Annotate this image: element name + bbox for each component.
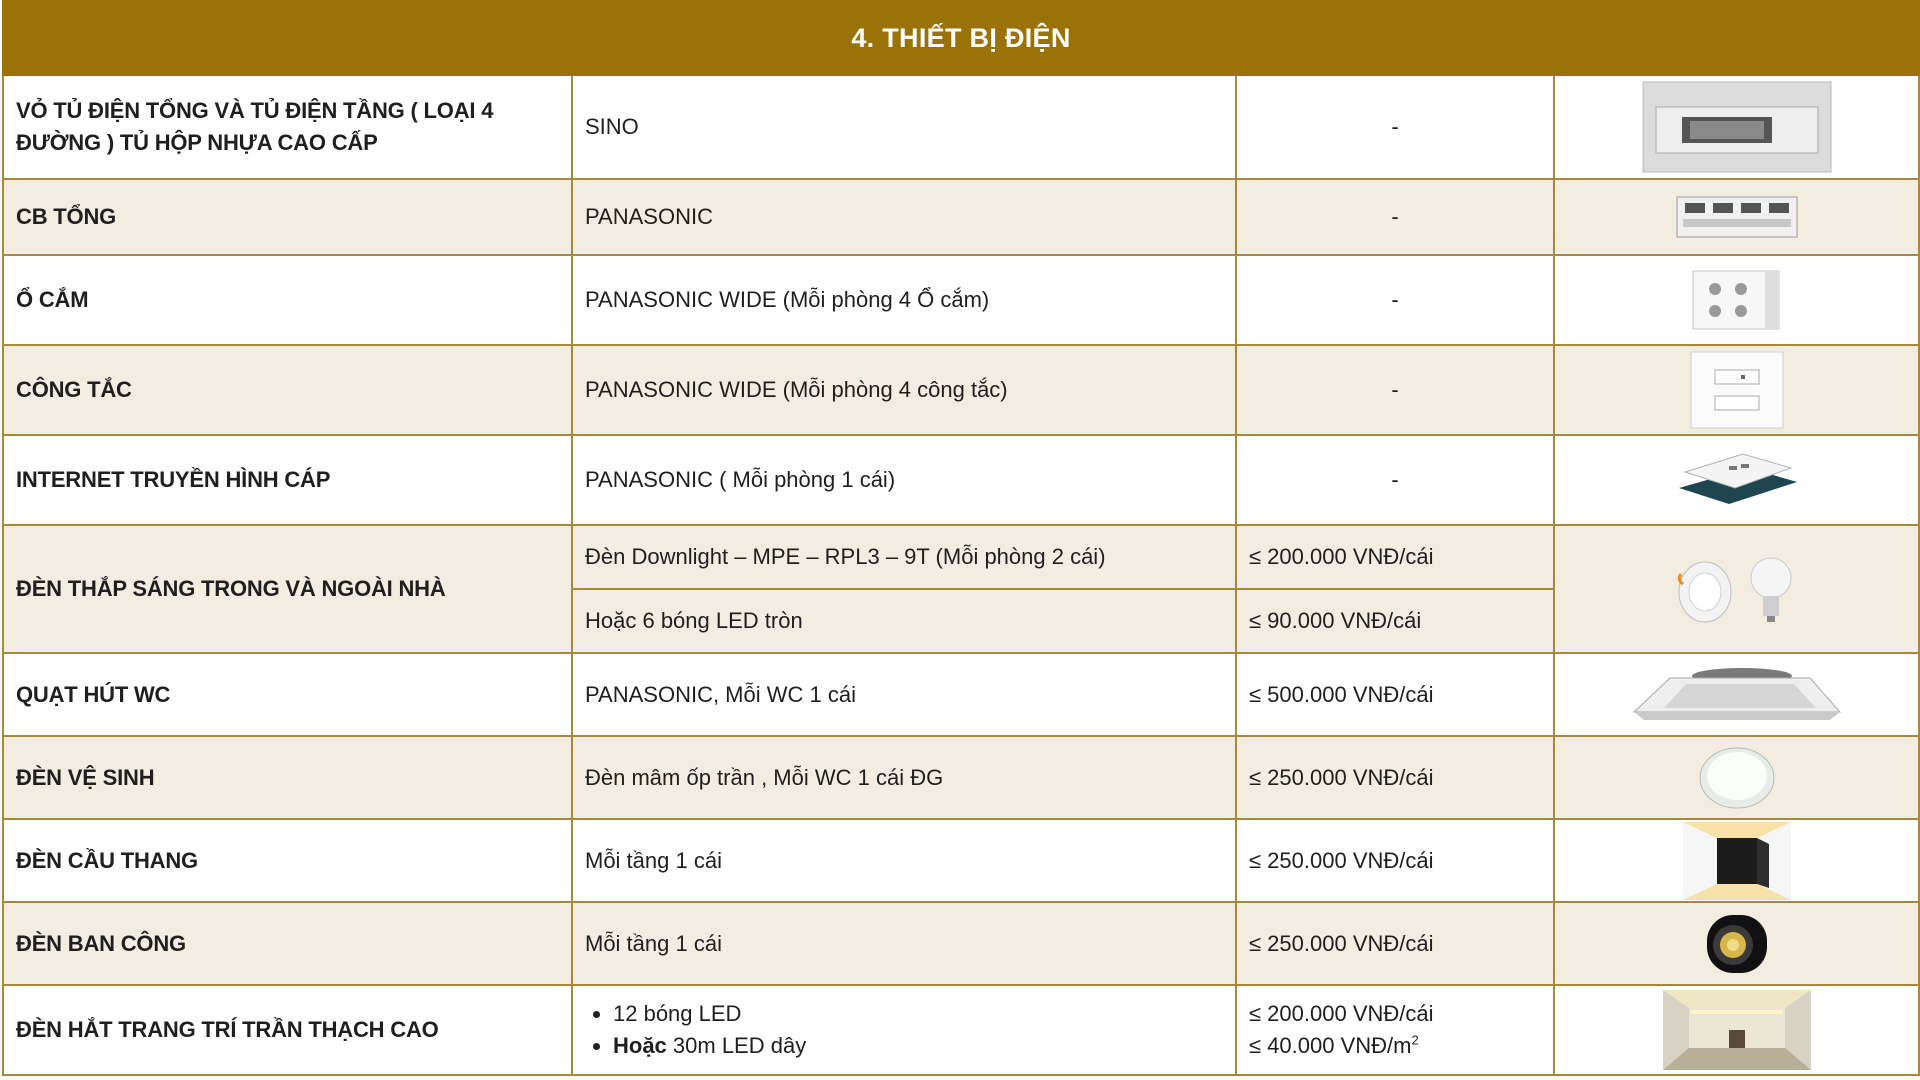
item-brand: Mỗi tầng 1 cái — [572, 902, 1236, 985]
item-price: ≤ 200.000 VNĐ/cái — [1236, 525, 1554, 589]
item-price: ≤ 250.000 VNĐ/cái — [1236, 819, 1554, 902]
table-row — [3, 435, 1919, 525]
item-brand: PANASONIC WIDE (Mỗi phòng 4 công tắc) — [572, 345, 1236, 435]
item-price: - — [1236, 435, 1554, 525]
item-name: ĐÈN THẮP SÁNG TRONG VÀ NGOÀI NHÀ — [3, 525, 572, 653]
item-name: ĐÈN BAN CÔNG — [3, 902, 572, 985]
item-name: CB TỔNG — [3, 179, 572, 255]
table-row — [3, 819, 1919, 902]
table-row — [3, 179, 1919, 255]
ceiling-light-image — [1554, 736, 1919, 819]
switch-image — [1554, 345, 1919, 435]
equipment-table — [2, 0, 1920, 1076]
item-price: ≤ 500.000 VNĐ/cái — [1236, 653, 1554, 736]
item-brand: PANASONIC — [572, 179, 1236, 255]
price-line: ≤ 40.000 VNĐ/$m^2$ — [1249, 1032, 1419, 1058]
table-header-row — [3, 1, 1919, 75]
bullet-item: • 12 bóng LED — [613, 998, 1223, 1030]
item-name: QUẠT HÚT WC — [3, 653, 572, 736]
section-title: 4. THIẾT BỊ ĐIỆN — [3, 1, 1919, 75]
item-price: - — [1236, 255, 1554, 345]
item-price: ≤ 250.000 VNĐ/cái — [1236, 736, 1554, 819]
item-name: ĐÈN VỆ SINH — [3, 736, 572, 819]
network-outlet-image — [1554, 435, 1919, 525]
item-name: VỎ TỦ ĐIỆN TỔNG VÀ TỦ ĐIỆN TẦNG ( LOẠI 4 ĐƯỜNG ) TỦ HỘP NHỰA CAO CẤP — [3, 75, 572, 179]
item-brand: Hoặc 6 bóng LED tròn — [572, 589, 1236, 653]
item-price — [1236, 985, 1554, 1075]
item-price: - — [1236, 179, 1554, 255]
table-row — [3, 653, 1919, 736]
exhaust-fan-image — [1554, 653, 1919, 736]
item-name: ĐÈN CẦU THANG — [3, 819, 572, 902]
price-line: ≤ 200.000 VNĐ/cái — [1249, 1001, 1434, 1026]
item-brand: Đèn Downlight – MPE – RPL3 – 9T (Mỗi phòng 2 cái) — [572, 525, 1236, 589]
item-brand — [572, 985, 1236, 1075]
electrical-panel-image — [1554, 75, 1919, 179]
socket-image — [1554, 255, 1919, 345]
bullet-item: • Hoặc 30m LED dây — [613, 1030, 1223, 1062]
ceiling-led-image — [1554, 985, 1919, 1075]
item-brand: SINO — [572, 75, 1236, 179]
item-name: ĐÈN HẮT TRANG TRÍ TRẦN THẠCH CAO — [3, 985, 572, 1075]
circuit-breaker-image — [1554, 179, 1919, 255]
item-price: - — [1236, 75, 1554, 179]
table-row — [3, 736, 1919, 819]
table-row — [3, 255, 1919, 345]
table-row — [3, 345, 1919, 435]
downlight-and-bulb-image — [1554, 525, 1919, 653]
item-brand: PANASONIC, Mỗi WC 1 cái — [572, 653, 1236, 736]
wall-lamp-image — [1554, 819, 1919, 902]
item-name: CÔNG TẮC — [3, 345, 572, 435]
table-row — [3, 985, 1919, 1075]
table-row — [3, 902, 1919, 985]
table-row — [3, 525, 1919, 589]
item-name: INTERNET TRUYỀN HÌNH CÁP — [3, 435, 572, 525]
item-brand: PANASONIC ( Mỗi phòng 1 cái) — [572, 435, 1236, 525]
item-brand: PANASONIC WIDE (Mỗi phòng 4 Ổ cắm) — [572, 255, 1236, 345]
item-price: - — [1236, 345, 1554, 435]
item-brand: Mỗi tầng 1 cái — [572, 819, 1236, 902]
item-price: ≤ 250.000 VNĐ/cái — [1236, 902, 1554, 985]
item-price: ≤ 90.000 VNĐ/cái — [1236, 589, 1554, 653]
item-brand: Đèn mâm ốp trần , Mỗi WC 1 cái ĐG — [572, 736, 1236, 819]
item-name: Ổ CẮM — [3, 255, 572, 345]
table-row — [3, 75, 1919, 179]
spotlight-image — [1554, 902, 1919, 985]
